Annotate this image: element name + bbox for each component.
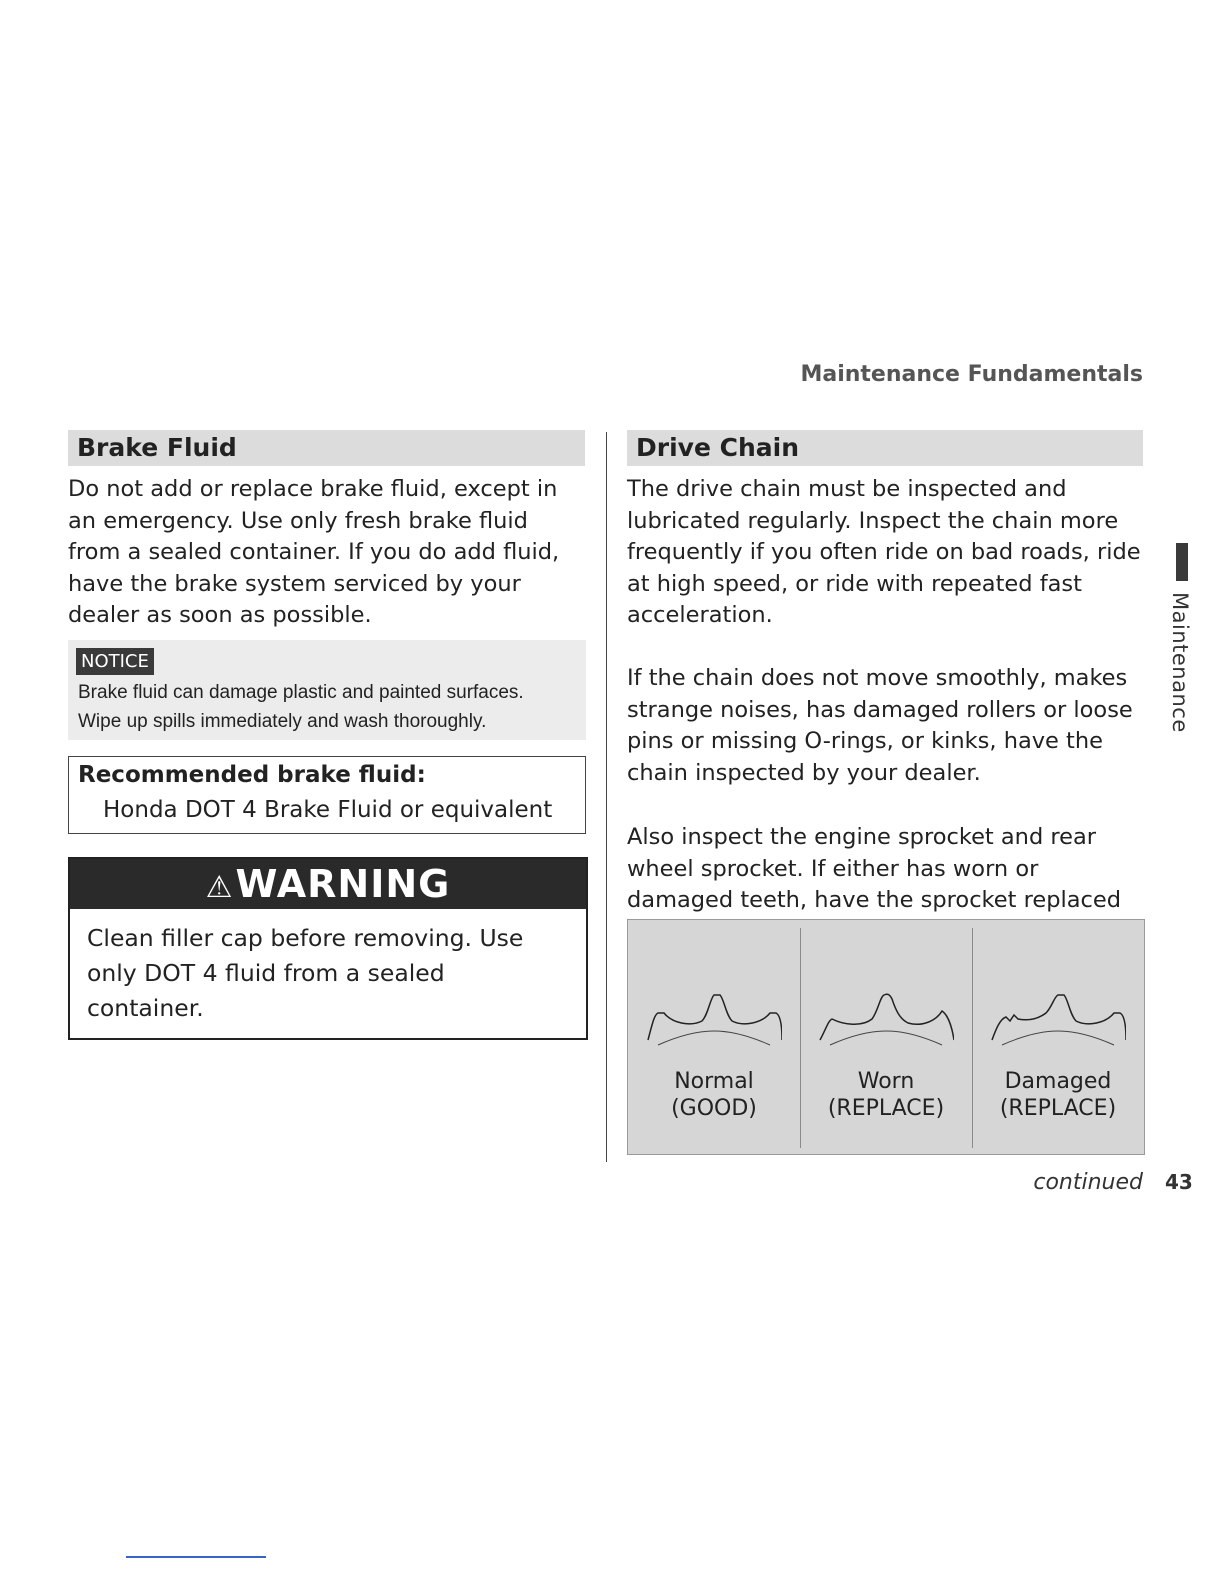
recommended-fluid-value: Honda DOT 4 Brake Fluid or equivalent bbox=[103, 797, 553, 823]
sprocket-normal-line1: Normal bbox=[674, 1069, 754, 1094]
recommended-fluid-title: Recommended brake fluid: bbox=[78, 762, 426, 788]
sprocket-normal-panel bbox=[628, 920, 800, 1154]
warning-text: Clean filler cap before removing. Use only DOT 4 fluid from a sealed container. bbox=[87, 924, 524, 1022]
sprocket-damaged-label bbox=[972, 1068, 1144, 1122]
sprocket-normal-label bbox=[628, 1068, 800, 1122]
side-tab-label: Maintenance bbox=[1168, 592, 1192, 733]
sprocket-damaged-line2: (REPLACE) bbox=[999, 1096, 1117, 1121]
notice-badge: NOTICE bbox=[76, 648, 154, 675]
sprocket-worn-line1: Worn bbox=[857, 1069, 915, 1094]
notice-line: Brake fluid can damage plastic and painted surfaces. bbox=[78, 682, 524, 703]
brake-fluid-body: Do not add or replace brake fluid, except in an emergency. Use only fresh brake fluid from a sealed container. If you do add fluid, have the brake system serviced by your dealer as soon as possible. bbox=[68, 476, 560, 628]
warning-triangle-icon: ⚠ bbox=[205, 870, 234, 905]
brake-fluid-heading: Brake Fluid bbox=[68, 430, 585, 466]
warning-label: WARNING bbox=[235, 862, 451, 906]
sprocket-condition-figure bbox=[627, 919, 1145, 1155]
notice-block bbox=[68, 640, 586, 740]
sprocket-normal-line2: (GOOD) bbox=[671, 1096, 757, 1121]
warning-header bbox=[70, 859, 586, 909]
recommended-fluid-box bbox=[68, 756, 586, 834]
notice-line: Wipe up spills immediately and wash thoroughly. bbox=[78, 711, 487, 732]
notice-text bbox=[78, 678, 578, 736]
sprocket-worn-illustration bbox=[818, 985, 954, 1047]
running-head: Maintenance Fundamentals bbox=[800, 362, 1143, 387]
drive-chain-heading: Drive Chain bbox=[627, 430, 1143, 466]
warning-box bbox=[68, 857, 588, 1040]
bottom-rule bbox=[126, 1556, 266, 1558]
side-tab-marker bbox=[1176, 543, 1188, 581]
continued-label: continued bbox=[1033, 1170, 1143, 1195]
page-number: 43 bbox=[1165, 1170, 1193, 1194]
drive-chain-para-1: The drive chain must be inspected and lubricated regularly. Inspect the chain more frequently if you often ride on bad roads, ride at high speed, or ride with repeated fast acceleration. bbox=[627, 476, 1141, 628]
drive-chain-para-3: Also inspect the engine sprocket and rear wheel sprocket. If either has worn or damaged teeth, have the sprocket replaced bbox=[627, 824, 1122, 913]
sprocket-damaged-illustration bbox=[990, 985, 1126, 1047]
sprocket-worn-label bbox=[800, 1068, 972, 1122]
column-divider bbox=[606, 432, 607, 1162]
sprocket-worn-panel bbox=[800, 920, 972, 1154]
sprocket-normal-illustration bbox=[646, 985, 782, 1047]
sprocket-worn-line2: (REPLACE) bbox=[827, 1096, 945, 1121]
sprocket-damaged-panel bbox=[972, 920, 1144, 1154]
drive-chain-para-2: If the chain does not move smoothly, makes strange noises, has damaged rollers or loose pins or missing O-rings, or kinks, have the chain inspected by your dealer. bbox=[627, 665, 1133, 786]
sprocket-damaged-line1: Damaged bbox=[1004, 1069, 1112, 1094]
